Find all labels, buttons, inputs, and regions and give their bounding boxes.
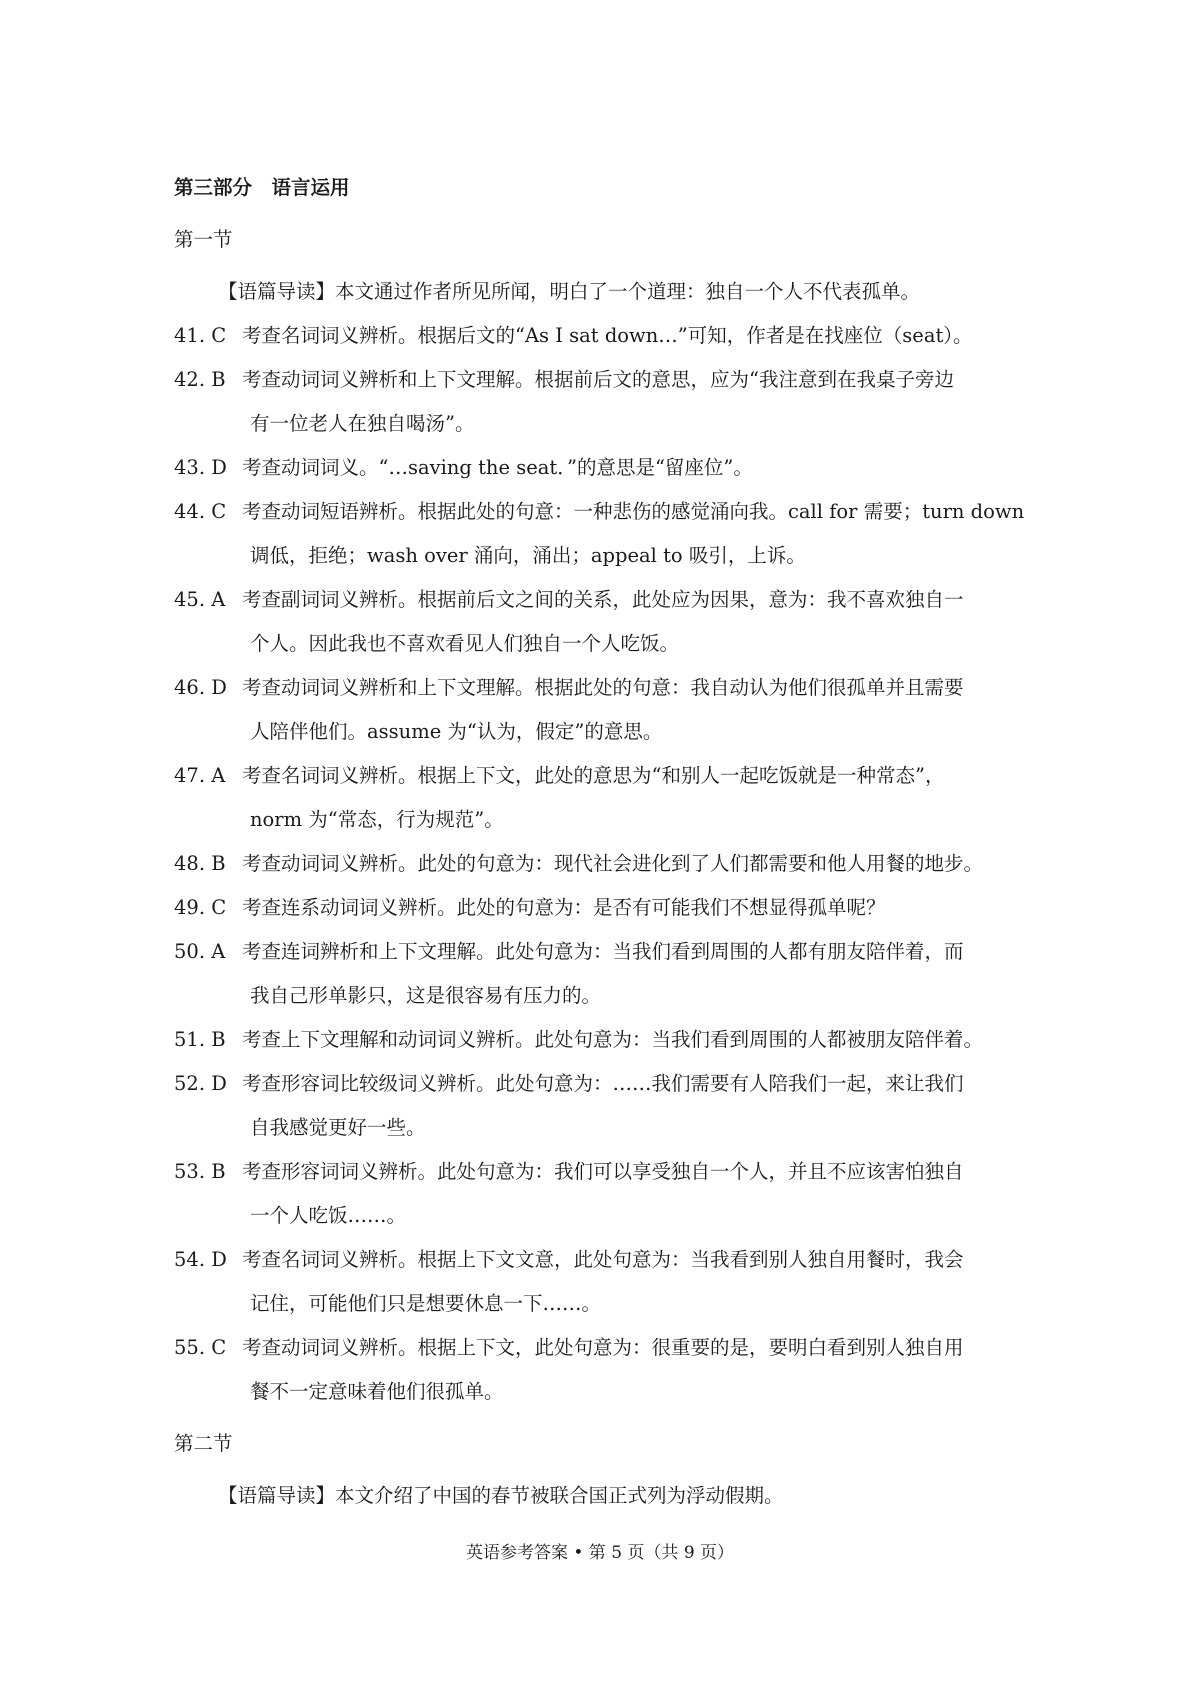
explanation-continuation: 调低，拒绝；wash over 涌向，涌出；appeal to 吸引，上诉。: [250, 544, 806, 567]
answer-number: 49. C: [174, 896, 227, 919]
explanation-continuation: 有一位老人在独自喝汤”。: [250, 412, 475, 435]
answer-item: [174, 666, 1044, 754]
answer-explanation: [242, 930, 1044, 1018]
explanation-continuation: 餐不一定意味着他们很孤单。: [250, 1380, 504, 1403]
answer-item: [174, 754, 1044, 842]
section-title-2: 第二节: [174, 1432, 233, 1455]
answer-item: [174, 1018, 1044, 1062]
page-content: [174, 166, 1044, 1518]
answer-item: [174, 446, 1044, 490]
reading-guide-1: 【语篇导读】本文通过作者所见所闻，明白了一个道理：独自一个人不代表孤单。: [218, 280, 921, 303]
answer-explanation: [242, 314, 1044, 358]
answer-item: [174, 842, 1044, 886]
answer-explanation: [242, 1018, 1044, 1062]
answer-number: 52. D: [174, 1072, 227, 1095]
answer-item: [174, 1326, 1044, 1414]
answer-explanation: [242, 1238, 1044, 1326]
explanation-continuation: 自我感觉更好一些。: [250, 1116, 426, 1139]
explanation-line: 考查名词词义辨析。根据后文的“As I sat down…”可知，作者是在找座位（seat）。: [242, 324, 973, 347]
answer-number: 46. D: [174, 676, 227, 699]
page-footer: 英语参考答案 • 第 5 页（共 9 页）: [465, 1543, 735, 1563]
answer-number: 55. C: [174, 1336, 227, 1359]
answer-number: 43. D: [174, 456, 227, 479]
explanation-line: 考查动词词义辨析。此处的句意为：现代社会进化到了人们都需要和他人用餐的地步。: [242, 852, 984, 875]
answer-number: 51. B: [174, 1028, 226, 1051]
explanation-continuation: 我自己形单影只，这是很容易有压力的。: [250, 984, 602, 1007]
explanation-line: 考查动词词义辨析。根据上下文，此处句意为：很重要的是，要明白看到别人独自用: [242, 1336, 964, 1359]
answer-list: [174, 314, 1044, 1414]
answer-number: 50. A: [174, 940, 226, 963]
explanation-line: 考查名词词义辨析。根据上下文文意，此处句意为：当我看到别人独自用餐时，我会: [242, 1248, 964, 1271]
answer-explanation: [242, 1062, 1044, 1150]
explanation-continuation: 个人。因此我也不喜欢看见人们独自一个人吃饭。: [250, 632, 680, 655]
answer-item: [174, 1062, 1044, 1150]
answer-item: [174, 314, 1044, 358]
answer-explanation: [242, 842, 1044, 886]
explanation-continuation: 记住，可能他们只是想要休息一下……。: [250, 1292, 602, 1315]
reading-guide-2: 【语篇导读】本文介绍了中国的春节被联合国正式列为浮动假期。: [218, 1484, 784, 1507]
answer-explanation: [242, 446, 1044, 490]
explanation-line: 考查副词词义辨析。根据前后文之间的关系，此处应为因果，意为：我不喜欢独自一: [242, 588, 964, 611]
explanation-continuation: 一个人吃饭……。: [250, 1204, 407, 1227]
explanation-line: 考查上下文理解和动词词义辨析。此处句意为：当我们看到周围的人都被朋友陪伴着。: [242, 1028, 984, 1051]
answer-explanation: [242, 1326, 1044, 1414]
explanation-line: 考查形容词词义辨析。此处句意为：我们可以享受独自一个人，并且不应该害怕独自: [242, 1160, 964, 1183]
explanation-line: 考查连系动词词义辨析。此处的句意为：是否有可能我们不想显得孤单呢？: [242, 896, 886, 919]
answer-explanation: [242, 358, 1044, 446]
explanation-line: 考查名词词义辨析。根据上下文，此处的意思为“和别人一起吃饭就是一种常态”，: [242, 764, 945, 787]
explanation-line: 考查动词短语辨析。根据此处的句意：一种悲伤的感觉涌向我。call for 需要；turn down: [242, 500, 1025, 523]
explanation-line: 考查动词词义辨析和上下文理解。根据前后文的意思，应为“我注意到在我桌子旁边: [242, 368, 954, 391]
answer-number: 48. B: [174, 852, 226, 875]
answer-item: [174, 490, 1044, 578]
answer-number: 45. A: [174, 588, 226, 611]
explanation-line: 考查动词词义。“…saving the seat．”的意思是“留座位”。: [242, 456, 753, 479]
answer-explanation: [242, 1150, 1044, 1238]
explanation-line: 考查动词词义辨析和上下文理解。根据此处的句意：我自动认为他们很孤单并且需要: [242, 676, 964, 699]
answer-number: 41. C: [174, 324, 227, 347]
answer-number: 54. D: [174, 1248, 227, 1271]
answer-explanation: [242, 666, 1044, 754]
answer-item: [174, 886, 1044, 930]
answer-number: 47. A: [174, 764, 226, 787]
answer-explanation: [242, 886, 1044, 930]
part-title: 第三部分 语言运用: [174, 176, 350, 199]
answer-item: [174, 1150, 1044, 1238]
explanation-continuation: norm 为“常态，行为规范”。: [250, 808, 504, 831]
section-title-1: 第一节: [174, 228, 233, 251]
answer-item: [174, 1238, 1044, 1326]
answer-explanation: [242, 578, 1044, 666]
explanation-line: 考查连词辨析和上下文理解。此处句意为：当我们看到周围的人都有朋友陪伴着，而: [242, 940, 964, 963]
answer-explanation: [242, 490, 1044, 578]
answer-item: [174, 578, 1044, 666]
answer-number: 44. C: [174, 500, 227, 523]
answer-item: [174, 358, 1044, 446]
explanation-continuation: 人陪伴他们。assume 为“认为，假定”的意思。: [250, 720, 663, 743]
answer-item: [174, 930, 1044, 1018]
answer-number: 53. B: [174, 1160, 226, 1183]
answer-explanation: [242, 754, 1044, 842]
answer-number: 42. B: [174, 368, 226, 391]
explanation-line: 考查形容词比较级词义辨析。此处句意为：……我们需要有人陪我们一起，来让我们: [242, 1072, 964, 1095]
